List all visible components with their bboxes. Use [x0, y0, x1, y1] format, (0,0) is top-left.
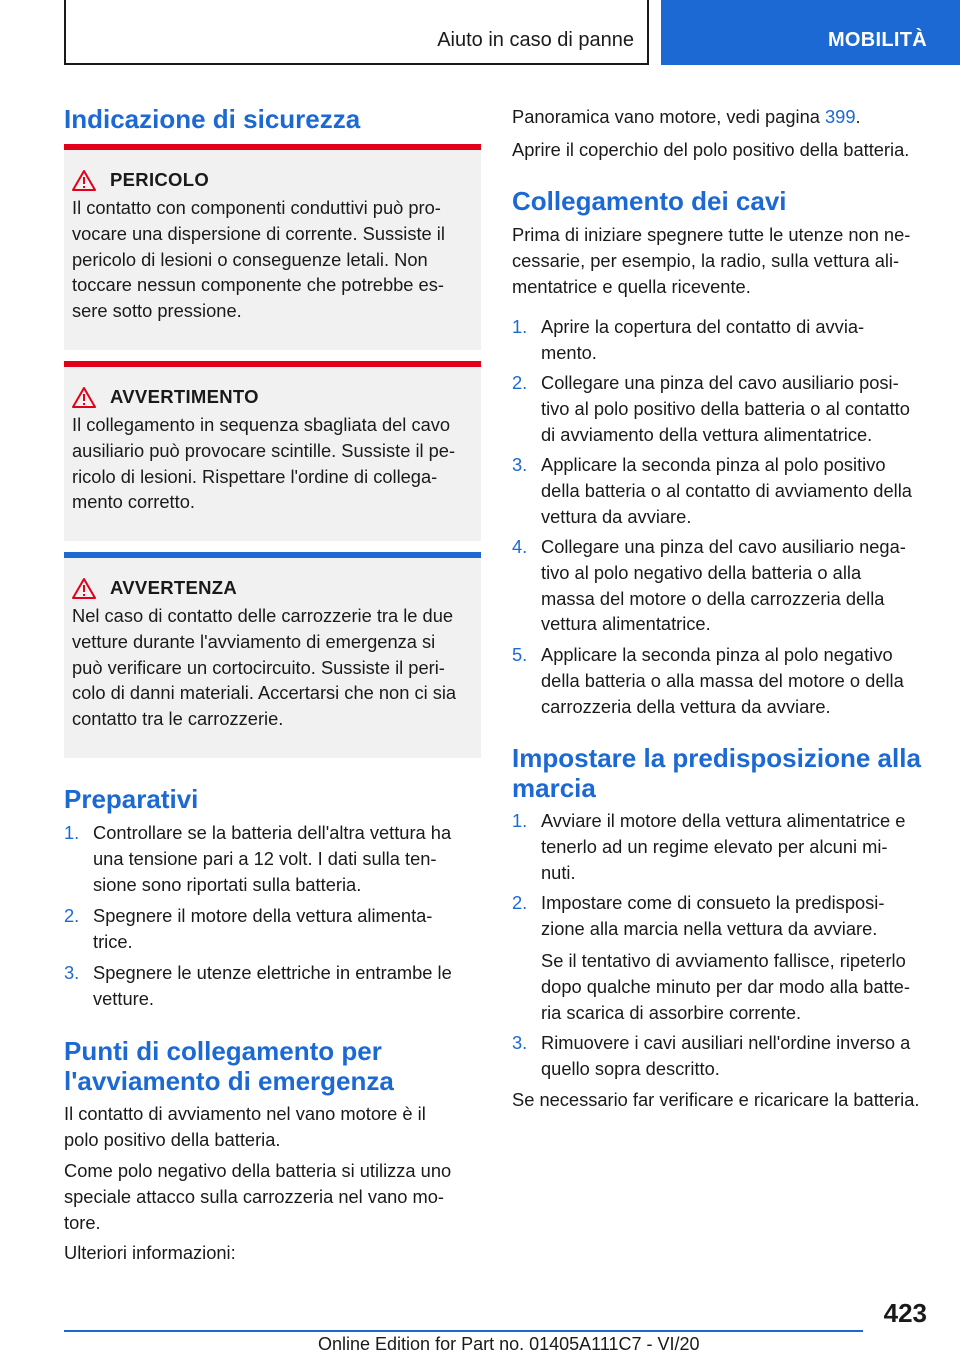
- text-line: Avviare il motore della vettura alimentatrice e: [541, 810, 906, 831]
- text-line: contatto tra le carrozzerie.: [72, 708, 284, 730]
- text-line: cessarie, per esempio, la radio, sulla vettura ali-: [512, 249, 900, 271]
- text-line: Il collegamento in sequenza sbagliata del cavo: [72, 414, 451, 435]
- text-line: dopo qualche minuto per dar modo alla batte-: [541, 975, 910, 997]
- final-paragraph: Se necessario far verificare e ricaricare la batteria.: [512, 1089, 920, 1110]
- text-line: pericolo di lesioni o conseguenze letali. Non: [72, 248, 428, 270]
- step-text: [541, 534, 931, 637]
- step-number: 2.: [512, 372, 528, 393]
- text-line: Impostare come di consueto la predisposi-: [541, 892, 885, 913]
- text-line: polo positivo della batteria.: [64, 1128, 281, 1150]
- step-number: 1.: [512, 316, 528, 337]
- overview-text: Panoramica vano motore, vedi pagina: [512, 106, 825, 127]
- step-number: 2.: [64, 905, 80, 926]
- cables-intro: [512, 222, 932, 299]
- step-text: [541, 452, 931, 529]
- text-line: Spegnere il motore della vettura alimenta-: [93, 905, 433, 926]
- text-line: mento.: [541, 341, 597, 363]
- text-line: massa del motore o della carrozzeria della: [541, 587, 885, 609]
- text-line: Applicare la seconda pinza al polo negativo: [541, 644, 893, 665]
- step-number: 1.: [64, 822, 80, 843]
- text-line: speciale attacco sulla carrozzeria nel vano mo-: [64, 1185, 445, 1207]
- text-line: vocare una dispersione di corrente. Sussiste il: [72, 222, 445, 244]
- text-line: Prima di iniziare spegnere tutte le utenze non ne-: [512, 224, 911, 245]
- step-text: [93, 960, 483, 1012]
- warning-label: AVVERTENZA: [110, 577, 238, 598]
- text-line: colo di danni materiali. Accertarsi che non ci sia: [72, 682, 457, 704]
- drive-title: [512, 743, 921, 803]
- step-number: 1.: [512, 810, 528, 831]
- text-line: mento corretto.: [72, 491, 195, 513]
- text-line: Il contatto di avviamento nel vano motore è il: [64, 1103, 426, 1124]
- step-text: [93, 820, 483, 897]
- step-text: [541, 948, 931, 1025]
- text-line: nuti.: [541, 861, 576, 883]
- warning-text: [72, 603, 476, 732]
- step-number: 3.: [64, 962, 80, 983]
- footer-edition: [318, 1334, 700, 1355]
- text-line: toccare nessun componente che potrebbe es-: [72, 274, 444, 296]
- overview-end: .: [855, 106, 861, 127]
- text-line: vetture durante l'avviamento di emergenza si: [72, 630, 436, 652]
- step-number: 2.: [512, 892, 528, 913]
- title-line: Impostare la predisposizione alla: [512, 743, 921, 773]
- step-text: [541, 1030, 931, 1082]
- text-line: tivo al polo negativo della batteria o alla: [541, 561, 862, 583]
- text-line: sere sotto pressione.: [72, 300, 242, 322]
- step-text: [541, 370, 931, 447]
- prep-title: Preparativi: [64, 784, 199, 814]
- title-line: Punti di collegamento per: [64, 1036, 382, 1066]
- text-line: Se il tentativo di avviamento fallisce, ripeterlo: [541, 950, 906, 971]
- step-text: [541, 808, 931, 885]
- warning-label: AVVERTIMENTO: [110, 386, 259, 407]
- safety-title: Indicazione di sicurezza: [64, 104, 361, 134]
- text-line: Aprire la copertura del contatto di avvia-: [541, 316, 865, 337]
- text-line: Spegnere le utenze elettriche in entrambe le: [93, 962, 452, 983]
- text-line: Il contatto con componenti conduttivi può pro-: [72, 197, 441, 218]
- cables-title: Collegamento dei cavi: [512, 186, 787, 216]
- text-line: Collegare una pinza del cavo ausiliario nega-: [541, 536, 906, 557]
- text-line: ausiliario può provocare scintille. Sussiste il pe-: [72, 439, 456, 461]
- points-paragraph: [64, 1158, 484, 1235]
- warning-triangle-icon: [72, 169, 96, 191]
- step-text: [541, 642, 931, 719]
- edition-text: Online Edition for Part no. 01405A111C7 - VI/20: [318, 1334, 700, 1354]
- header-chapter-title: MOBILITÀ: [827, 29, 927, 51]
- page-link[interactable]: 399: [825, 106, 856, 127]
- step-number: 3.: [512, 1032, 528, 1053]
- header-section-box: [64, 0, 649, 65]
- text-line: Applicare la seconda pinza al polo positivo: [541, 454, 886, 475]
- points-title: [64, 1036, 394, 1096]
- step-text: [93, 903, 483, 955]
- text-line: della batteria o al contatto di avviamento della: [541, 479, 912, 501]
- header-chapter-tab: [661, 0, 960, 65]
- points-paragraph: [64, 1101, 484, 1153]
- step-text: [541, 890, 931, 942]
- text-line: tivo al polo positivo della batteria o al contatto: [541, 397, 910, 419]
- warning-box-notice: [64, 552, 481, 758]
- text-line: vettura da avviare.: [541, 505, 692, 527]
- notice-bar: [64, 552, 481, 558]
- text-line: tore.: [64, 1211, 101, 1233]
- text-line: ricolo di lesioni. Rispettare l'ordine di collega-: [72, 465, 438, 487]
- open-cover-paragraph: Aprire il coperchio del polo positivo della batteria.: [512, 139, 910, 160]
- text-line: vetture.: [93, 987, 154, 1009]
- page-number: 423: [883, 1298, 927, 1328]
- step-number: 4.: [512, 536, 528, 557]
- text-line: Collegare una pinza del cavo ausiliario posi-: [541, 372, 899, 393]
- step-number: 5.: [512, 644, 528, 665]
- text-line: Controllare se la batteria dell'altra vettura ha: [93, 822, 452, 843]
- step-text: [541, 314, 931, 366]
- header-section-title: Aiuto in caso di panne: [437, 29, 634, 51]
- text-line: quello sopra descritto.: [541, 1057, 720, 1079]
- text-line: carrozzeria della vettura da avviare.: [541, 695, 831, 717]
- text-line: di avviamento della vettura alimentatrice.: [541, 423, 873, 445]
- title-line: l'avviamento di emergenza: [64, 1066, 394, 1096]
- text-line: vettura alimentatrice.: [541, 613, 711, 635]
- warning-bar: [64, 144, 481, 150]
- text-line: Nel caso di contatto delle carrozzerie tra le due: [72, 605, 454, 626]
- warning-text: [72, 195, 476, 324]
- overview-paragraph: [512, 104, 861, 130]
- text-line: ria scarica di assorbire corrente.: [541, 1001, 802, 1023]
- warning-text: [72, 412, 476, 515]
- text-line: Come polo negativo della batteria si utilizza uno: [64, 1160, 452, 1181]
- text-line: sione sono riportati sulla batteria.: [93, 873, 362, 895]
- step-number: 3.: [512, 454, 528, 475]
- warning-triangle-icon: [72, 577, 96, 599]
- text-line: una tensione pari a 12 volt. I dati sulla ten-: [93, 847, 437, 869]
- warning-box-danger: [64, 144, 481, 350]
- text-line: trice.: [93, 930, 133, 952]
- title-line: marcia: [512, 773, 596, 803]
- text-line: mentatrice e quella ricevente.: [512, 275, 751, 297]
- text-line: della batteria o alla massa del motore o della: [541, 669, 904, 691]
- warning-bar: [64, 361, 481, 367]
- text-line: tenerlo ad un regime elevato per alcuni mi-: [541, 835, 888, 857]
- warning-box-caution: [64, 361, 481, 541]
- text-line: Rimuovere i cavi ausiliari nell'ordine inverso a: [541, 1032, 911, 1053]
- warning-triangle-icon: [72, 386, 96, 408]
- footer-divider: [64, 1330, 863, 1332]
- points-paragraph: Ulteriori informazioni:: [64, 1242, 236, 1263]
- warning-label: PERICOLO: [110, 169, 210, 190]
- text-line: zione alla marcia nella vettura da avviare.: [541, 917, 878, 939]
- text-line: può verificare un cortocircuito. Sussiste il peri-: [72, 656, 445, 678]
